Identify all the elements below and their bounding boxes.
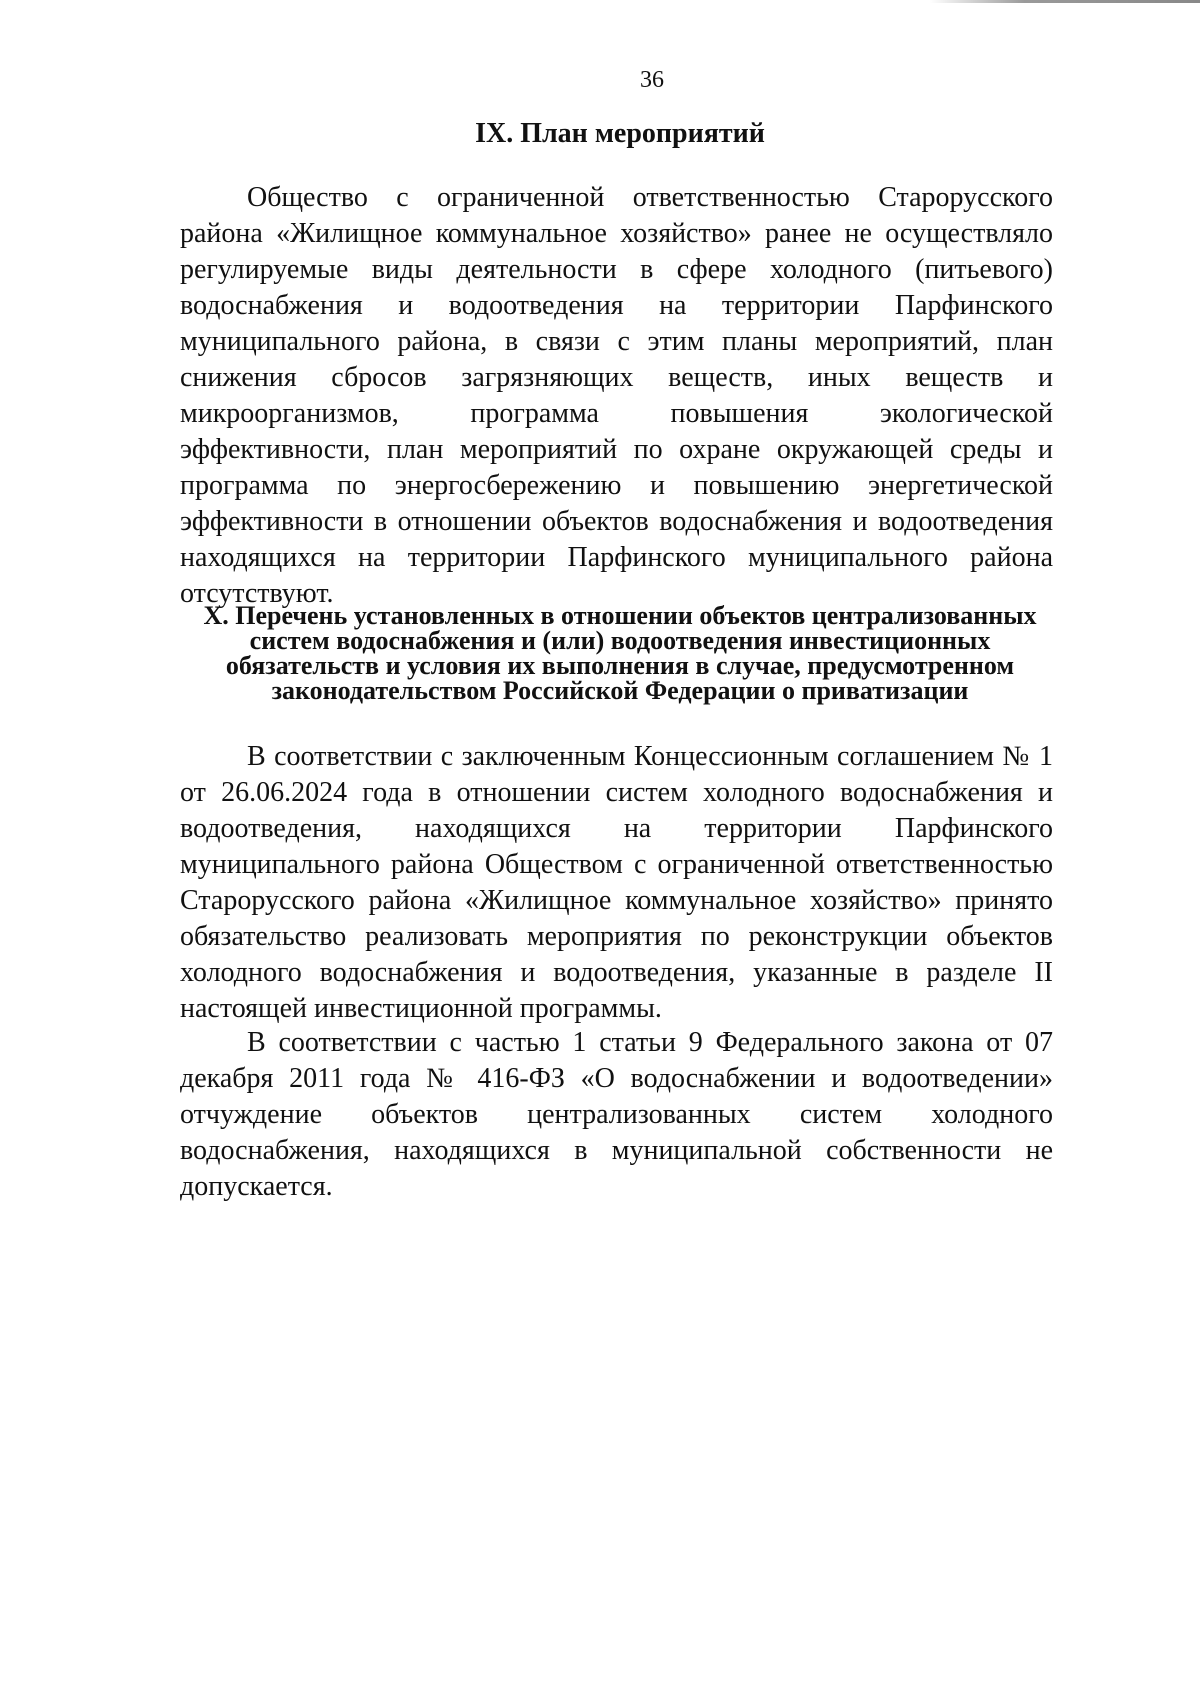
scan-edge-mark: [930, 0, 1200, 3]
section-9-title: IX. План мероприятий: [475, 118, 765, 149]
section-10-title: X. Перечень установленных в отношении объектов централизованных систем водоснабжения и (или) водоотведения инвестиционных обязательств и условия их выполнения в случае, предусмотренном законодательством Российской Федерации о приватизации: [203, 601, 1037, 705]
section-10-paragraph-2: В соответствии с частью 1 статьи 9 Федерального закона от 07 декабря 2011 года № 416-ФЗ «О водоснабжении и водоотведении» отчуждение объектов централизованных систем холодного водоснабжения, находящихся в муниципальной собственности не допускается.: [180, 1027, 1053, 1202]
page-number: 36: [640, 67, 664, 93]
section-9-paragraph: Общество с ограниченной ответственностью Старорусского района «Жилищное коммунальное хозяйство» ранее не осуществляло регулируемые виды деятельности в сфере холодного (питьевого) водоснабжения и водоотведения на территории Парфинского муниципального района, в связи с этим планы мероприятий, план снижения сбросов загрязняющих веществ, иных веществ и микроорганизмов, программа повышения экологической эффективности, план мероприятий по охране окружающей среды и программа по энергосбережению и повышению энергетической эффективности в отношении объектов водоснабжения и водоотведения находящихся на территории Парфинского муниципального района отсутствуют.: [180, 182, 1053, 609]
section-10-paragraph-1: В соответствии с заключенным Концессионным соглашением № 1 от 26.06.2024 года в отношении систем холодного водоснабжения и водоотведения, находящихся на территории Парфинского муниципального района Обществом с ограниченной ответственностью Старорусского района «Жилищное коммунальное хозяйство» принято обязательство реализовать мероприятия по реконструкции объектов холодного водоснабжения и водоотведения, указанные в разделе II настоящей инвестиционной программы.: [180, 741, 1053, 1024]
